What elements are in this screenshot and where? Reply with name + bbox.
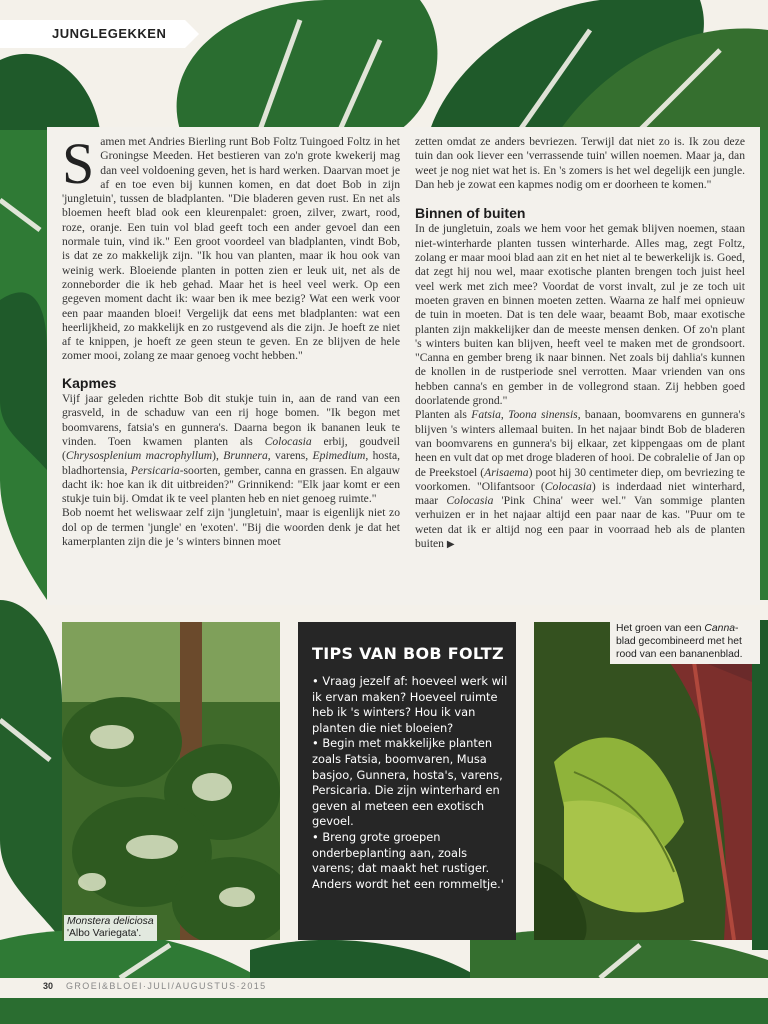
page-number: 30 bbox=[43, 981, 54, 991]
binnen-paragraph: In de jungletuin, zoals we hem voor het gemak blijven noemen, staan niet-winterharde planten tussen winterharde. Alles mag, zegt Foltz, zolang er maar mooi blad aan zit en het niet al te bewerkelijk is. Goed, dat zegt hij nou wel, maar exotische planten brengen toch juist heel veel werk met zich mee? Voordat de vorst invalt, zul je ze toch uit moeten graven en binnen moeten zetten. Waarna ze half mei opnieuw de tuin in moeten. Dat is ten dele waar, beaamt Bob, maar exotische planten zijn makkelijker dan de meeste mensen denken. Of zo'n plant 's winters buiten kan blijven, heeft veel te maken met de grondsoort. "Canna en gember breng ik naar binnen. Net zoals bij dahlia's kunnen de knollen in de rustperiode snel verrotten. Maar vrienden van ons hebben canna's en gember in de vollegrond staan. Zij hebben goed doorlatende grond." bbox=[415, 222, 745, 408]
jungle-paragraph: Bob noemt het weliswaar zelf zijn 'jungletuin', maar is eigenlijk niet zo dol op de termen 'jungle' en 'exoten'. "Bij die woorden denk je dat het kamerplanten zijn die je 's winters binnen moet bbox=[62, 506, 400, 549]
subheading-binnen-of-buiten: Binnen of buiten bbox=[415, 205, 526, 222]
page-footer bbox=[0, 978, 768, 998]
tips-box bbox=[298, 622, 516, 940]
tip-item: • Vraag jezelf af: hoeveel werk wil ik ervan maken? Hoeveel ruimte heb ik 's winters? Hou ik van planten die niet bloeien? bbox=[312, 674, 508, 735]
canna-caption: Het groen van een Canna-blad gecombineerd met het rood van een bananenblad. bbox=[610, 620, 760, 664]
tip-item: • Begin met makkelijke planten zoals Fatsia, boomvaren, Musa basjoo, Gunnera, hosta's, varens, Persicaria. Die zijn winterhard en geven al meteen een exotisch gevoel. bbox=[312, 736, 503, 829]
subheading-kapmes: Kapmes bbox=[62, 374, 117, 391]
canna-banana-photo bbox=[534, 622, 752, 940]
section-tag-arrow bbox=[185, 20, 199, 48]
magazine-issue: GROEI&BLOEI·JULI/AUGUSTUS·2015 bbox=[66, 981, 267, 991]
monstera-caption: Monstera deliciosa 'Albo Variegata'. bbox=[64, 915, 157, 941]
continue-arrow-icon: ▶ bbox=[446, 539, 455, 551]
continued-paragraph: zetten omdat ze anders bevriezen. Terwijl dat niet zo is. Ik zou deze tuin dan ook liever een 'verrassende tuin' willen noemen. Maar ja, dan weet je nog niet wat het is. En 's zomers is het wel degelijk een jungle. Dan heb je zowat een kapmes nodig om er doorheen te komen." bbox=[415, 135, 745, 191]
monstera-photo bbox=[62, 622, 280, 940]
kapmes-paragraph: Vijf jaar geleden richtte Bob dit stukje tuin in, aan de rand van een grasveld, in de schaduw van een rij hoge bomen. "Ik begon met boomvarens, fatsia's en gunnera's. Daarna begon ik bananen leuk te vinden. Toen kwamen planten als Colocasia erbij, goudveil (Chrysosplenium macrophyllum), Brunnera, varens, Epimedium, hosta, bladhortensia, Persicaria-soorten, gember, canna en grassen. En algauw dacht ik: hoe kan ik dit uitbreiden?" Grinnikend: "Elk jaar komt er een stukje tuin bij. Omdat ik te veel planten heb en niet genoeg ruimte." bbox=[62, 392, 401, 506]
section-label: JUNGLEGEKKEN bbox=[52, 26, 167, 41]
intro-paragraph: Samen met Andries Bierling runt Bob Foltz Tuingoed Foltz in het Groningse Meeden. Het bestieren van zo'n grote kwekerij mag dan veel voldoening geven, het is hard werken. Daarvan moet je af en toe even bij kunnen komen, en dat doet Bob in zijn 'jungletuin', tussen de bladplanten. "Die bladeren geven rust. En net als bloemen heeft blad ook een kleurenpalet: groen, zilver, zwart, rood, roze, oranje. Een tuin vol blad geeft toch een ander gevoel dan een normale tuin, vind ik." Een groot voordeel van bladplanten, vindt Bob, is dat ze zo makkelijk zijn. "Ik hou van planten, maar ik hou ook van weinig werk. Bloeiende planten in potten zien er leuk uit, net als de zonneborder die ik heb gehad. Maar het is heel veel werk. Op een gegeven moment dacht ik: waar ben ik mee bezig? Wat een werk voor een paar maanden bloei! Vergelijk dat eens met bladplanten: wat een heerlijkheid, zo makkelijk en zo rustgevend als die zijn. Je hoeft ze niet af te knippen, je hoeft ze geen steun te geven. En ze blijven de hele zomer mooi, zolang ze maar genoeg vocht hebben." bbox=[62, 131, 400, 363]
article-text-panel bbox=[47, 127, 760, 605]
section-tag bbox=[0, 20, 185, 48]
article-column-left bbox=[62, 131, 401, 549]
tip-item: • Breng grote groepen onderbeplanting aan, zoals varens; dat maakt het rustiger. Anders wordt het een rommeltje.' bbox=[312, 829, 504, 891]
tips-list bbox=[312, 674, 508, 892]
planten-paragraph: Planten als Fatsia, Toona sinensis, banaan, boomvarens en gunnera's blijven 's winters allemaal buiten. In het najaar bindt Bob de bladeren van boomvarens en gunnera's bij elkaar, zet kippengaas om de plant heen en vult dat op met droge bladeren of hooi. De cobralelie of Jan op de Preekstoel (Arisaema) poot hij 30 centimeter diep, om bevriezing te voorkomen. "Olifantsoor (Colocasia) is inderdaad niet winterhard, maar Colocasia 'Pink China' weer wel." Van sommige planten verhuizen er in het najaar altijd een paar naar de kas. "Puur om te weten dat ik er altijd nog een paar in voorraad heb als de planten buiten ▶ bbox=[415, 408, 746, 551]
drop-cap: S bbox=[62, 131, 95, 196]
tips-title: TIPS VAN BOB FOLTZ bbox=[312, 644, 504, 663]
article-column-right bbox=[415, 135, 745, 552]
